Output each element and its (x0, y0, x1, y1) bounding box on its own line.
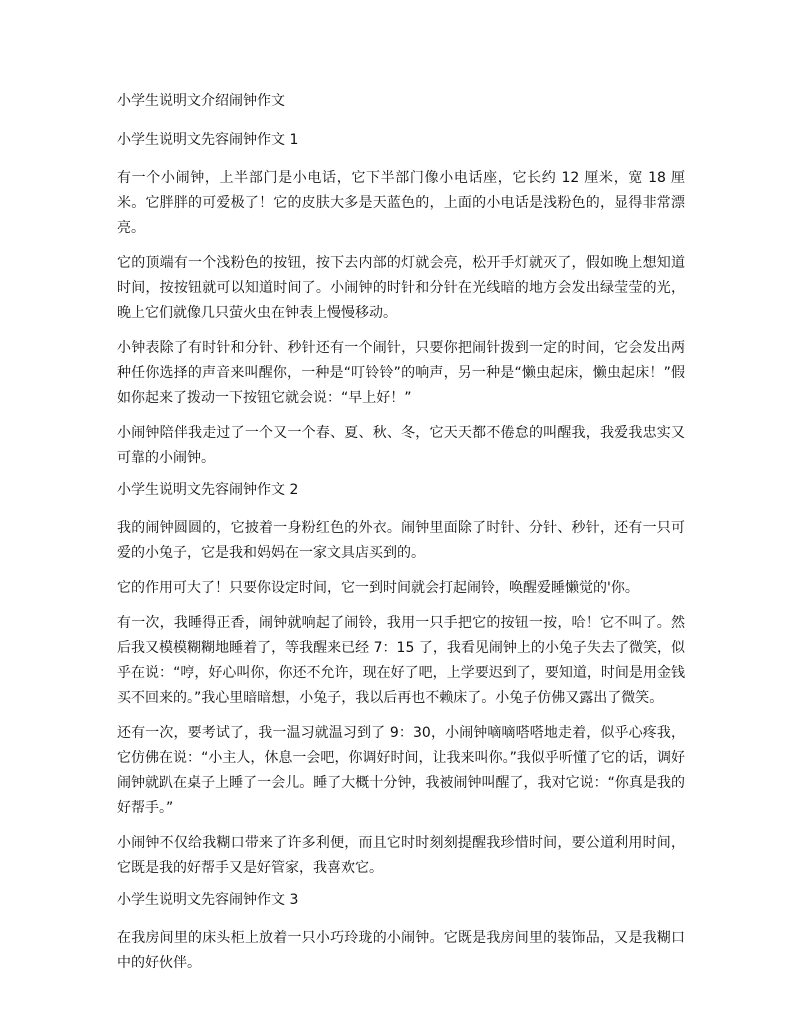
essay-section-3 (117, 891, 685, 976)
paragraph: 有一个小闹钟，上半部门是小电话，它下半部门像小电话座，它长约 12 厘米，宽 18 厘米。它胖胖的可爱极了！它的皮肤大多是天蓝色的，上面的小电话是浅粉色的，显得非常漂亮。 (117, 170, 685, 236)
paragraph: 小钟表除了有时针和分针、秒针还有一个闹针，只要你把闹针拨到一定的时间，它会发出两种任你选择的声音来叫醒你，一种是“叮铃铃”的响声，另一种是“懒虫起床，懒虫起床！”假如你起来了拨动一下按钮它就会说：“早上好！” (117, 340, 685, 406)
paragraph: 在我房间里的床头柜上放着一只小巧玲珑的小闹钟。它既是我房间里的装饰品，又是我糊口中的好伙伴。 (117, 930, 685, 971)
essay-section-2 (117, 481, 685, 881)
section-heading: 小学生说明文先容闹钟作文 2 (117, 482, 299, 498)
paragraph: 我的闹钟圆圆的，它披着一身粉红色的外衣。闹钟里面除了时针、分针、秒针，还有一只可爱的小兔子，它是我和妈妈在一家文具店买到的。 (117, 520, 685, 561)
essay-section-1 (117, 131, 685, 471)
document-content (117, 92, 685, 986)
paragraph: 小闹钟不仅给我糊口带来了许多利便，而且它时时刻刻提醒我珍惜时间，要公道利用时间，它既是我的好帮手又是好管家，我喜欢它。 (117, 835, 685, 876)
section-heading: 小学生说明文先容闹钟作文 3 (117, 892, 299, 908)
paragraph: 还有一次，要考试了，我一温习就温习到了 9：30，小闹钟嘀嘀嗒嗒地走着，似乎心疼我，它仿佛在说：“小主人，休息一会吧，你调好时间，让我来叫你。”我似乎听懂了它的话，调好闹钟就趴在桌子上睡了一会儿。睡了大概十分钟，我被闹钟叫醒了，我对它说：“你真是我的好帮手。” (117, 725, 685, 816)
paragraph: 它的顶端有一个浅粉色的按钮，按下去内部的灯就会亮，松开手灯就灭了，假如晚上想知道时间，按按钮就可以知道时间了。小闹钟的时针和分针在光线暗的地方会发出绿莹莹的光，晚上它们就像几只萤火虫在钟表上慢慢移动。 (117, 255, 685, 321)
section-heading: 小学生说明文先容闹钟作文 1 (117, 132, 299, 148)
paragraph: 有一次，我睡得正香，闹钟就响起了闹铃，我用一只手把它的按钮一按，哈！它不叫了。然后我又模模糊糊地睡着了，等我醒来已经 7：15 了，我看见闹钟上的小兔子失去了微笑，似乎在说：“哼，好心叫你，你还不允许，现在好了吧，上学要迟到了，要知道，时间是用金钱买不回来的。”我心里暗暗想，小兔子，我以后再也不赖床了。小兔子仿佛又露出了微笑。 (117, 615, 685, 706)
paragraph: 它的作用可大了！只要你设定时间，它一到时间就会打起闹铃，唤醒爱睡懒觉的'你。 (117, 580, 639, 596)
document-title: 小学生说明文介绍闹钟作文 (117, 93, 285, 109)
paragraph: 小闹钟陪伴我走过了一个又一个春、夏、秋、冬，它天天都不倦怠的叫醒我，我爱我忠实又可靠的小闹钟。 (117, 425, 685, 466)
